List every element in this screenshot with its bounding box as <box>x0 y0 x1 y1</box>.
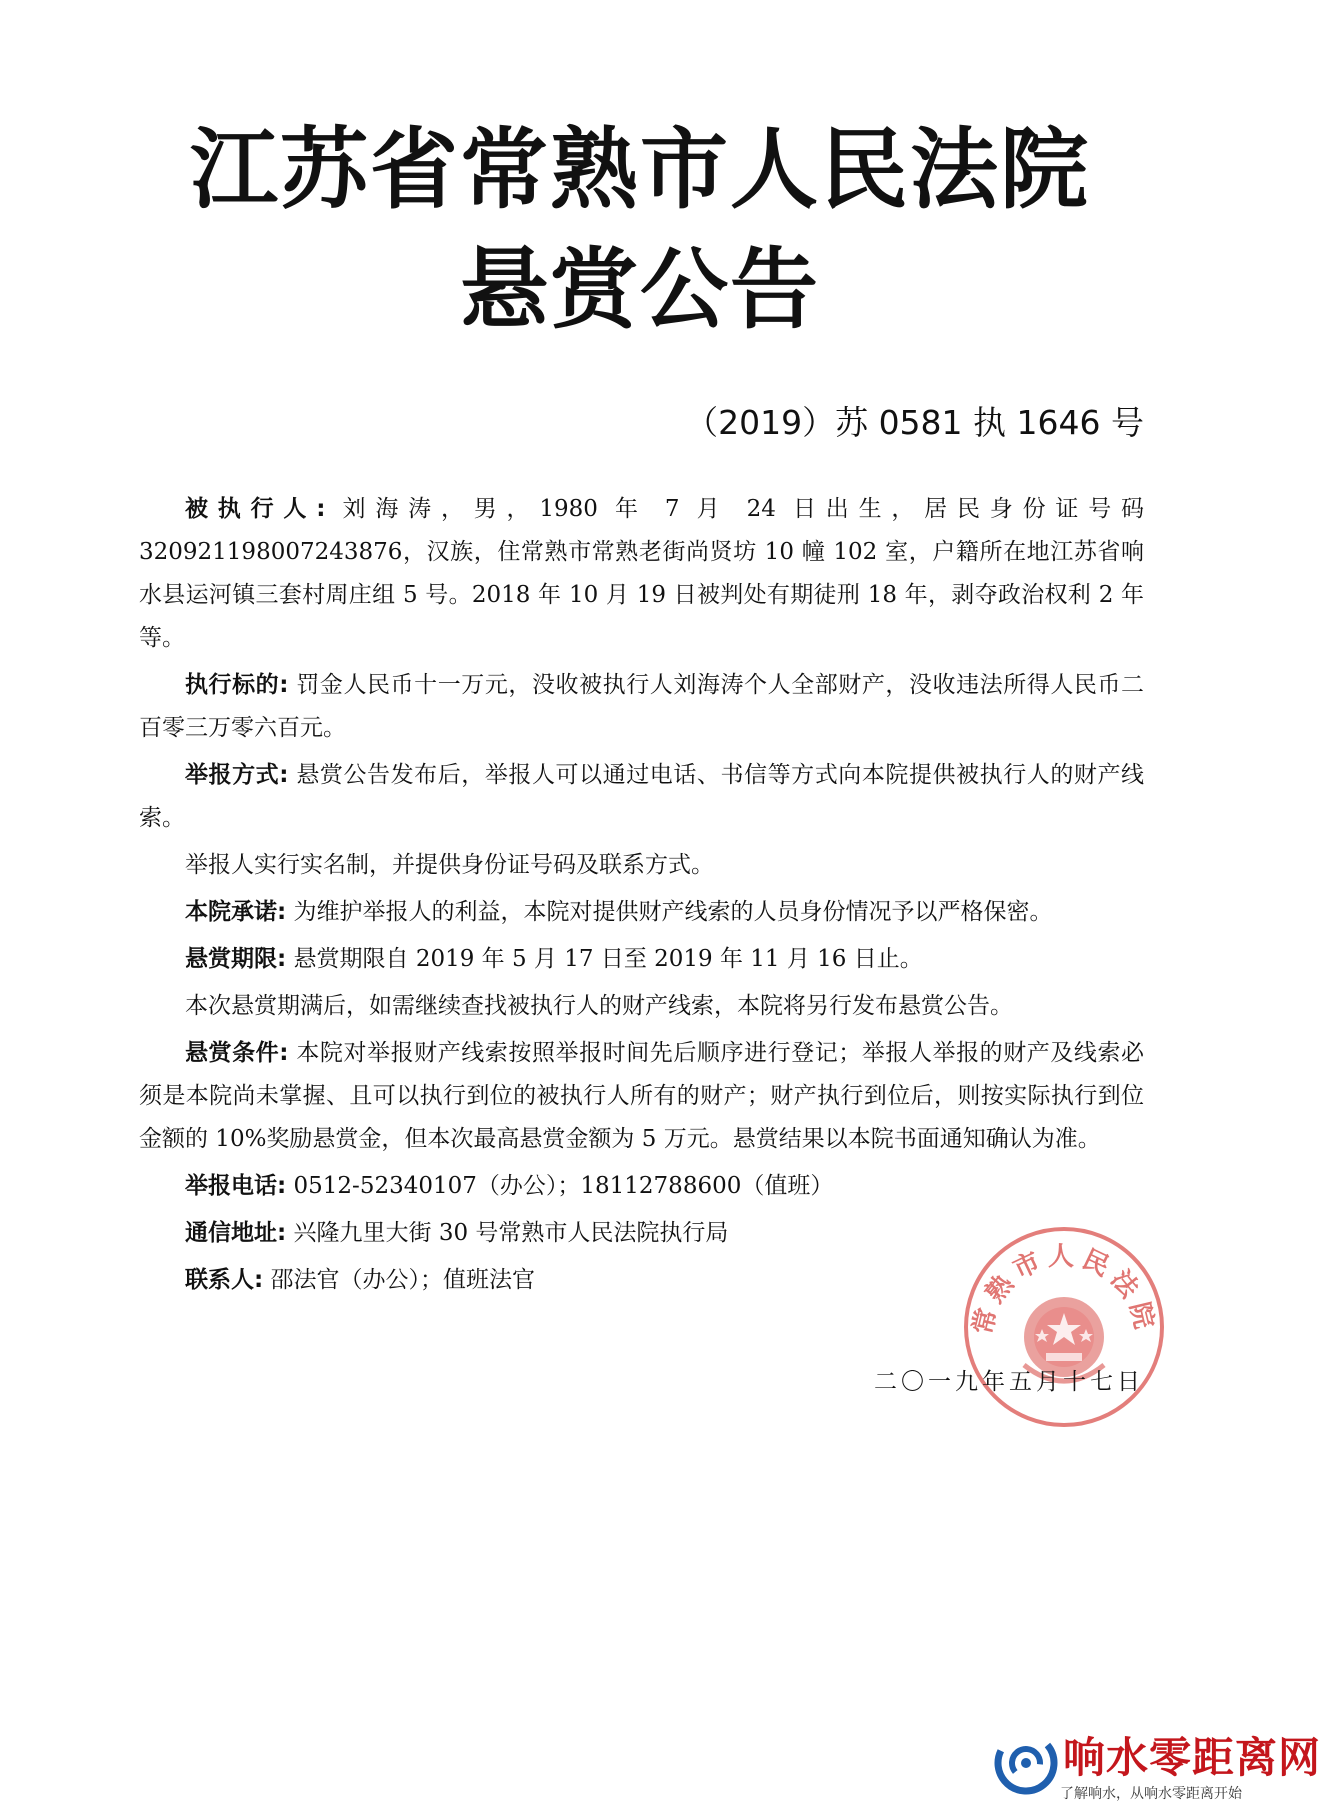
paragraph-text: 本院对举报财产线索按照举报时间先后顺序进行登记；举报人举报的财产及线索必须是本院尚未掌握、且可以执行到位的被执行人所有的财产；财产执行到位后，则按实际执行到位金额的 10%奖励悬赏金，但本次最高悬赏金额为 5 万元。悬赏结果以本院书面通知确认为准。 <box>139 1040 1145 1152</box>
paragraph-label: 悬赏条件: <box>185 1040 289 1066</box>
case-number: （2019）苏 0581 执 1646 号 <box>685 403 1144 442</box>
paragraph-text: 本次悬赏期满后，如需继续查找被执行人的财产线索，本院将另行发布悬赏公告。 <box>185 993 1013 1019</box>
paragraph-text: 悬赏公告发布后，举报人可以通过电话、书信等方式向本院提供被执行人的财产线索。 <box>139 762 1145 831</box>
paragraph-label: 举报方式: <box>185 762 289 788</box>
paragraph-enforcement-target <box>139 664 1144 750</box>
swirl-logo-icon <box>994 1731 1058 1795</box>
paragraph-court-promise <box>139 891 1144 934</box>
site-name: 响水零距离网 <box>1063 1733 1321 1782</box>
paragraph-respondent <box>139 488 1144 660</box>
notice-title: 悬赏公告 <box>459 238 820 341</box>
court-seal-icon <box>962 1225 1166 1429</box>
paragraph-text: 举报人实行实名制，并提供身份证号码及联系方式。 <box>185 852 714 878</box>
paragraph-report-method <box>139 754 1144 840</box>
paragraph-label: 本院承诺: <box>185 899 287 925</box>
paragraph-real-name <box>139 844 1144 887</box>
paragraph-label: 举报电话: <box>185 1173 287 1199</box>
watermark-logo <box>990 1725 1321 1810</box>
site-slogan: 了解响水，从响水零距离开始 <box>1060 1786 1242 1802</box>
notice-body <box>139 488 1144 1302</box>
paragraph-label: 被执行人: <box>185 496 326 522</box>
paragraph-text: 悬赏期限自 2019 年 5 月 17 日至 2019 年 11 月 16 日止。 <box>286 946 923 972</box>
paragraph-text: 为维护举报人的利益，本院对提供财产线索的人员身份情况予以严格保密。 <box>286 899 1053 925</box>
paragraph-text: 0512-52340107（办公）；18112788600（值班） <box>286 1173 834 1199</box>
seal-text: 常熟市人民法院 <box>967 1242 1161 1338</box>
paragraph-label: 联系人: <box>185 1267 264 1293</box>
paragraph-reward-conditions <box>139 1032 1144 1161</box>
paragraph-label: 悬赏期限: <box>185 946 287 972</box>
paragraph-text: 刘海涛，男，1980 年 7 月 24 日出生，居民身份证号码 320921198007243876，汉族，住常熟市常熟老街尚贤坊 10 幢 102 室，户籍所在地江苏省响水县运河镇三套村周庄组 5 号。2018 年 10 月 19 日被判处有期徒刑 18 年，剥夺政治权利 2 年等。 <box>139 496 1144 651</box>
paragraph-report-phone <box>139 1165 1144 1208</box>
paragraph-reward-period <box>139 938 1144 981</box>
paragraph-label: 执行标的: <box>185 672 289 698</box>
paragraph-label: 通信地址: <box>185 1220 287 1246</box>
paragraph-text: 兴隆九里大街 30 号常熟市人民法院执行局 <box>286 1220 729 1246</box>
issue-date: 二〇一九年五月十七日 <box>874 1369 1144 1395</box>
paragraph-period-note <box>139 985 1144 1028</box>
paragraph-text: 罚金人民币十一万元，没收被执行人刘海涛个人全部财产，没收违法所得人民币二百零三万零六百元。 <box>139 672 1145 741</box>
court-title: 江苏省常熟市人民法院 <box>189 118 1090 221</box>
paragraph-text: 邵法官（办公）；值班法官 <box>263 1267 536 1293</box>
